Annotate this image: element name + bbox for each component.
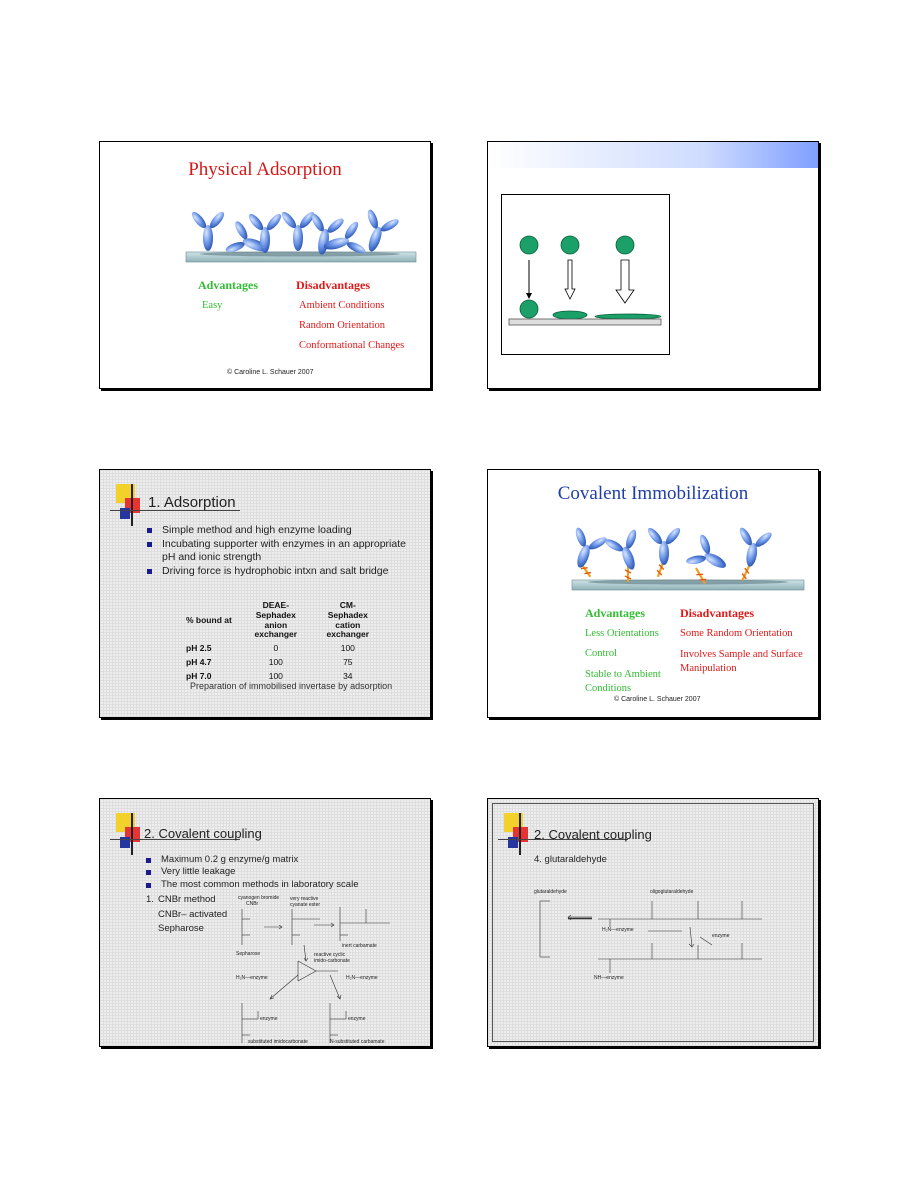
glutaraldehyde-diagram xyxy=(532,887,812,987)
table-caption: Preparation of immobilised invertase by adsorption xyxy=(190,681,393,691)
slide-title: Physical Adsorption xyxy=(188,159,342,180)
bullet-item: Simple method and high enzyme loading xyxy=(146,524,422,538)
matrix-label: Sepharose xyxy=(236,951,261,957)
ester-label: very reactive cyanate ester xyxy=(290,896,321,908)
spreading-illustration xyxy=(501,194,671,356)
copyright-credit: © Caroline L. Schauer 2007 xyxy=(227,369,314,376)
bullet-list xyxy=(145,854,427,891)
slide-title: 2. Covalent coupling xyxy=(534,827,652,842)
slide-title: 2. Covalent coupling xyxy=(144,826,262,841)
header-band xyxy=(488,142,818,168)
covalent-illustration xyxy=(568,520,808,598)
method-line: CNBr– activated xyxy=(158,909,228,920)
copyright-credit: © Caroline L. Schauer 2007 xyxy=(614,696,701,703)
bottom-enzyme: NH—enzyme xyxy=(594,975,624,981)
product-right-group: enzyme xyxy=(348,1016,366,1022)
advantages-header: Advantages xyxy=(198,278,259,292)
slide-title: 1. Adsorption xyxy=(148,494,236,511)
advantage-item: Stable to Ambient Conditions xyxy=(585,669,661,694)
slide-covalent-coupling-glutaraldehyde xyxy=(487,798,819,1047)
adsorption-illustration xyxy=(180,200,420,270)
method-number: 1. xyxy=(146,894,154,905)
method-line: CNBr method xyxy=(158,894,216,905)
disadvantage-item: Ambient Conditions xyxy=(299,300,385,311)
advantage-item: Control xyxy=(585,648,618,659)
amine-right: H₂N—enzyme xyxy=(346,975,378,981)
table-header: CM-Sephadex cation exchanger xyxy=(326,600,370,640)
reagent-label: cyanogen bromide xyxy=(238,895,280,901)
enzyme-amine: H₂N—enzyme xyxy=(602,927,634,933)
bullet-item: Maximum 0.2 g enzyme/g matrix xyxy=(145,854,427,866)
table-row: pH 2.5 0 100 xyxy=(186,643,355,654)
advantage-item: Less Orientations xyxy=(585,628,659,639)
enzyme-label: enzyme xyxy=(712,933,730,939)
product-right-label: N-substituted carbamate xyxy=(330,1039,385,1045)
slide-adsorption-method xyxy=(99,469,431,718)
slide-subtitle: 4. glutaraldehyde xyxy=(534,854,607,865)
disadvantage-item: Conformational Changes xyxy=(299,340,405,351)
bullet-item: Driving force is hydrophobic intxn and salt bridge xyxy=(146,565,422,579)
method-line: Sepharose xyxy=(158,923,204,934)
bullet-item: Incubating supporter with enzymes in an appropriate pH and ionic strength xyxy=(146,538,422,565)
advantages-header: Advantages xyxy=(585,606,646,620)
carbamate-label: inert carbamate xyxy=(342,943,377,949)
left-label: glutaraldehyde xyxy=(534,889,567,895)
table-row: pH 7.0 100 34 xyxy=(186,671,353,682)
slide-covalent-immobilization xyxy=(487,469,819,718)
slide-physical-adsorption xyxy=(99,141,431,389)
product-left-group: enzyme xyxy=(260,1016,278,1022)
advantage-item: Easy xyxy=(202,300,223,311)
slide-covalent-coupling-cnbr xyxy=(99,798,431,1047)
slide-title: Covalent Immobilization xyxy=(557,483,749,504)
right-label: oligoglutaraldehyde xyxy=(650,889,694,895)
reagent-formula: CNBr xyxy=(246,901,259,907)
disadvantages-header: Disadvantages xyxy=(296,278,371,292)
product-left-label: substituted imidocarbonate xyxy=(248,1039,308,1045)
disadvantages-header: Disadvantages xyxy=(680,606,755,620)
disadvantage-item: Involves Sample and Surface Manipulation xyxy=(680,649,803,674)
bullet-item: The most common methods in laboratory scale xyxy=(145,879,427,891)
binding-table xyxy=(178,600,384,683)
disadvantage-item: Some Random Orientation xyxy=(680,628,793,639)
table-header: % bound at xyxy=(186,614,232,625)
table-header: DEAE-Sephadex anion exchanger xyxy=(254,600,298,640)
disadvantage-item: Random Orientation xyxy=(299,320,386,331)
cnbr-reaction-diagram xyxy=(230,895,430,1047)
bullet-item: Very little leakage xyxy=(145,866,427,878)
cyclic-label: reactive cyclic imido-carbonate xyxy=(314,952,350,964)
table-row: pH 4.7 100 75 xyxy=(186,657,353,668)
bullet-list xyxy=(146,524,422,579)
slide-spreading-diagram xyxy=(487,141,819,389)
amine-left: H₂N—enzyme xyxy=(236,975,268,981)
